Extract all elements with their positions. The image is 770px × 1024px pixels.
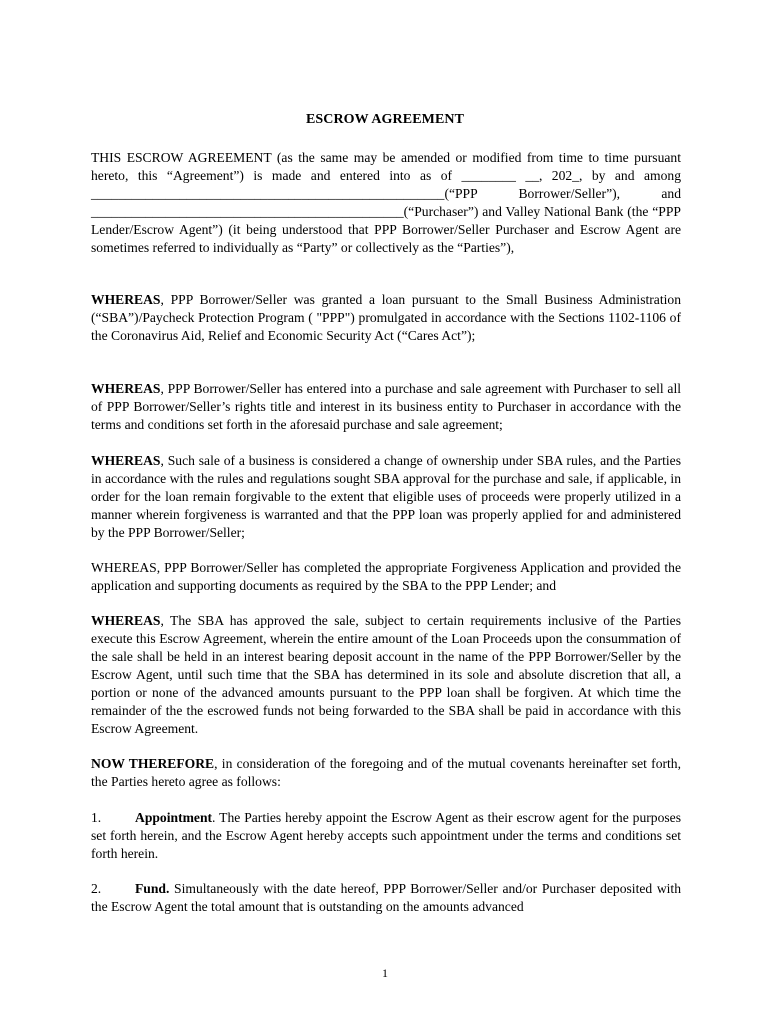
intro-line-4: and ______________________________________________(“Purchaser”) and Valley National xyxy=(91,186,681,219)
intro-paragraph xyxy=(91,149,681,257)
page-number: 1 xyxy=(382,966,388,980)
document-title: ESCROW AGREEMENT xyxy=(305,112,465,127)
whereas-paragraph-4 xyxy=(91,559,681,595)
whereas-paragraph-1 xyxy=(91,291,681,345)
whereas-lead: WHEREAS xyxy=(91,381,161,396)
intro-line-2: pursuant hereto, this “Agreement”) is made and entered into as of ________ __, 202_, by and xyxy=(91,150,681,183)
section-heading: Appointment xyxy=(135,810,213,825)
whereas-paragraph-3 xyxy=(91,452,681,542)
whereas-paragraph-2 xyxy=(91,380,681,434)
whereas-lead: WHEREAS xyxy=(91,453,161,468)
section-2 xyxy=(91,880,681,916)
now-therefore-text: , in consideration of the foregoing and of the mutual covenants hereinafter set forth, the Parties hereto agree as follows: xyxy=(91,756,682,789)
whereas-lead: WHEREAS xyxy=(91,613,161,628)
whereas-paragraph-5 xyxy=(91,612,681,738)
now-therefore-lead: NOW THEREFORE xyxy=(91,756,215,771)
whereas-text: , Such sale of a business is considered a change of ownership under SBA rules, and the Parties in accordance with the rules and regulations sought SBA approval for the purchase and sale, if applicable, in order for the loan remain forgivable to the extent that eligible uses of proceeds were properly utilized in a manner wherein forgiveness is warranted and that the PPP loan was properly applied for and administered by the PPP Borrower/Seller; xyxy=(91,453,681,540)
now-therefore-paragraph xyxy=(91,755,681,791)
whereas-lead: WHEREAS xyxy=(91,292,161,307)
intro-rest: Bank (the “PPP Lender/Escrow Agent”) (it being understood that PPP Borrower/Seller Purchaser and Escrow Agent are sometimes referred to individually as “Party” or collectively as the “Parties”), xyxy=(91,204,681,255)
section-1 xyxy=(91,809,681,863)
whereas-text: , The SBA has approved the sale, subject to certain requirements inclusive of the Parties execute this Escrow Agreement, wherein the entire amount of the Loan Proceeds upon the consummation of the sale shall be held in an interest bearing deposit account in the name of the PPP Borrower/Seller by the Escrow Agent, until such time that the SBA has determined in its sole and absolute discretion that all, a portion or none of the advanced amounts pursuant to the PPP loan shall be forgiven. At which time the remainder of the the escrowed funds not being forwarded to the SBA shall be paid in accordance with this Escrow Agreement. xyxy=(91,613,681,736)
section-number: 1. xyxy=(91,810,102,825)
section-number: 2. xyxy=(91,881,102,896)
whereas-text: WHEREAS, PPP Borrower/Seller has completed the appropriate Forgiveness Application and provided the application and supporting documents as required by the SBA to the PPP Lender; and xyxy=(91,560,681,593)
intro-line-3: among ____________________________________________________(“PPP Borrower/Seller”), xyxy=(91,168,681,201)
intro-line-1: THIS ESCROW AGREEMENT (as the same may be amended or modified from time to time xyxy=(91,150,629,165)
section-text: Simultaneously with the date hereof, PPP Borrower/Seller and/or Purchaser deposited with the Escrow Agent the total amount that is outstanding on the amounts advanced xyxy=(91,881,681,914)
whereas-text: , PPP Borrower/Seller has entered into a purchase and sale agreement with Purchaser to sell all of PPP Borrower/Seller’s rights title and interest in its business entity to Purchaser in accordance with the terms and conditions set forth in the aforesaid purchase and sale agreement; xyxy=(91,381,681,432)
section-heading: Fund. xyxy=(135,881,170,896)
whereas-text: , PPP Borrower/Seller was granted a loan pursuant to the Small Business Administration (“SBA”)/Paycheck Protection Program ( "PPP") promulgated in accordance with the Sections 1102-1106 of the Coronavirus Aid, Relief and Economic Security Act (“Cares Act”); xyxy=(91,292,681,343)
section-text: . The Parties hereby appoint the Escrow Agent as their escrow agent for the purposes set forth herein, and the Escrow Agent hereby accepts such appointment under the terms and conditions set forth herein. xyxy=(91,810,681,861)
